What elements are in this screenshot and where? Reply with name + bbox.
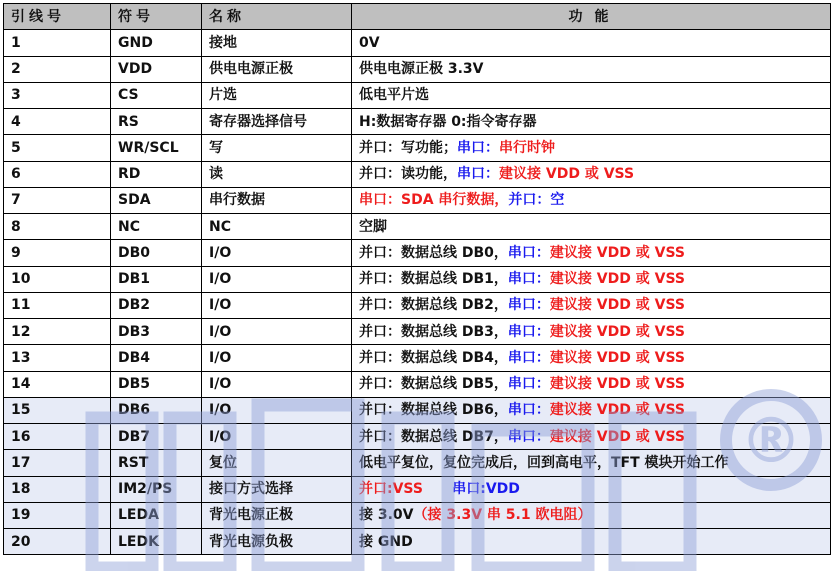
table-row — [4, 30, 831, 56]
cell-symbol: DB3 — [111, 319, 202, 345]
cell-pin: 17 — [4, 450, 111, 476]
cell-symbol: CS — [111, 82, 202, 108]
header-row — [4, 4, 831, 30]
header-name: 名称 — [202, 4, 352, 30]
cell-symbol: DB7 — [111, 424, 202, 450]
cell-symbol: LEDK — [111, 529, 202, 555]
function-text-segment: 并口：数据总线 DB5， — [359, 376, 508, 393]
cell-pin: 11 — [4, 292, 111, 318]
table-row — [4, 476, 831, 502]
cell-function — [352, 345, 831, 371]
cell-symbol: RST — [111, 450, 202, 476]
cell-name: I/O — [202, 371, 352, 397]
table-row — [4, 424, 831, 450]
cell-pin: 13 — [4, 345, 111, 371]
function-text-segment: 建议接 VDD 或 VSS — [549, 323, 685, 340]
function-text-segment: 串口： — [507, 244, 550, 261]
function-text-segment: 并口：数据总线 DB0， — [359, 244, 508, 261]
cell-symbol: DB6 — [111, 397, 202, 423]
table-row — [4, 109, 831, 135]
table-row — [4, 345, 831, 371]
cell-name: 写 — [202, 135, 352, 161]
cell-function — [352, 319, 831, 345]
table-row — [4, 529, 831, 555]
cell-pin: 5 — [4, 135, 111, 161]
table-row — [4, 371, 831, 397]
function-text-segment: （接 3.3V 串 5.1 欧电阻） — [413, 507, 592, 524]
function-text-segment: 并口：数据总线 DB2， — [359, 297, 508, 314]
table-row — [4, 161, 831, 187]
cell-name: I/O — [202, 424, 352, 450]
cell-function — [352, 529, 831, 555]
table-row — [4, 82, 831, 108]
cell-symbol: DB5 — [111, 371, 202, 397]
cell-pin: 16 — [4, 424, 111, 450]
cell-symbol: GND — [111, 30, 202, 56]
cell-function — [352, 30, 831, 56]
function-text-segment: 串口： — [457, 139, 499, 156]
table-row — [4, 240, 831, 266]
cell-function — [352, 371, 831, 397]
cell-pin: 18 — [4, 476, 111, 502]
cell-symbol: DB4 — [111, 345, 202, 371]
function-text-segment: 建议接 VDD 或 VSS — [549, 402, 685, 419]
cell-name: 背光电源正极 — [202, 502, 352, 528]
cell-pin: 10 — [4, 266, 111, 292]
function-text-segment: 供电电源正极 3.3V — [359, 61, 484, 78]
function-text-segment: 并口：数据总线 DB6， — [359, 402, 508, 419]
cell-pin: 14 — [4, 371, 111, 397]
cell-function — [352, 266, 831, 292]
cell-function — [352, 187, 831, 213]
function-text-segment: 并口：数据总线 DB7， — [359, 428, 508, 445]
cell-symbol: DB0 — [111, 240, 202, 266]
cell-name: 寄存器选择信号 — [202, 109, 352, 135]
pin-definition-table — [3, 3, 831, 555]
cell-name: 供电电源正极 — [202, 56, 352, 82]
cell-name: NC — [202, 214, 352, 240]
table-row — [4, 319, 831, 345]
cell-pin: 7 — [4, 187, 111, 213]
function-text-segment: 串口： — [507, 428, 550, 445]
function-text-segment: 建议接 VDD 或 VSS — [549, 428, 685, 445]
function-text-segment: 0V — [359, 34, 380, 51]
cell-name: 片选 — [202, 82, 352, 108]
cell-pin: 1 — [4, 30, 111, 56]
table-row — [4, 187, 831, 213]
cell-pin: 20 — [4, 529, 111, 555]
function-text-segment: 并口：写功能； — [359, 139, 457, 156]
table-row — [4, 135, 831, 161]
function-text-segment: 接 GND — [359, 533, 413, 550]
function-text-segment: 建议接 VDD 或 VSS — [549, 297, 685, 314]
function-text-segment: 建议接 VDD 或 VSS — [549, 376, 685, 393]
cell-function — [352, 109, 831, 135]
cell-function — [352, 161, 831, 187]
table-row — [4, 266, 831, 292]
header-function: 功能 — [352, 4, 831, 30]
cell-pin: 2 — [4, 56, 111, 82]
cell-function — [352, 240, 831, 266]
function-text-segment: 串口： — [507, 376, 550, 393]
function-text-segment: 并口:VSS — [359, 481, 423, 498]
cell-function — [352, 502, 831, 528]
function-text-segment: 低电平复位，复位完成后，回到高电平，TFT 模块开始工作 — [359, 454, 729, 471]
pin-rows — [4, 30, 831, 555]
cell-name: 读 — [202, 161, 352, 187]
cell-pin: 15 — [4, 397, 111, 423]
function-text-segment: 串行时钟 — [499, 139, 555, 156]
cell-function — [352, 82, 831, 108]
function-text-segment: 串口： — [507, 297, 550, 314]
cell-name: I/O — [202, 319, 352, 345]
function-text-segment: 并口：数据总线 DB4， — [359, 349, 508, 366]
cell-function — [352, 135, 831, 161]
table-row — [4, 502, 831, 528]
header-pin: 引线号 — [4, 4, 111, 30]
cell-name: I/O — [202, 345, 352, 371]
cell-symbol: DB1 — [111, 266, 202, 292]
cell-name: 接口方式选择 — [202, 476, 352, 502]
function-text-segment: 并口：空 — [508, 192, 565, 209]
function-text-segment: 串口： — [507, 402, 550, 419]
cell-pin: 3 — [4, 82, 111, 108]
function-text-segment: 串口： — [507, 271, 550, 288]
cell-name: I/O — [202, 397, 352, 423]
function-text-segment: H:数据寄存器 0:指令寄存器 — [359, 113, 537, 130]
cell-pin: 19 — [4, 502, 111, 528]
watermark-mark: ® — [740, 404, 802, 477]
function-text-segment: 低电平片选 — [359, 87, 429, 104]
cell-function — [352, 292, 831, 318]
function-text-segment: 空脚 — [359, 218, 387, 235]
function-text-segment: 并口：读功能， — [359, 166, 457, 183]
function-text-segment: 串口： — [507, 323, 550, 340]
table-row — [4, 56, 831, 82]
cell-symbol: DB2 — [111, 292, 202, 318]
function-text-segment: 接 3.0V — [359, 507, 414, 524]
cell-name: I/O — [202, 266, 352, 292]
cell-name: 背光电源负极 — [202, 529, 352, 555]
cell-symbol: NC — [111, 214, 202, 240]
table-row — [4, 214, 831, 240]
header-symbol: 符号 — [111, 4, 202, 30]
cell-symbol: RD — [111, 161, 202, 187]
table-row — [4, 292, 831, 318]
function-text-segment: 建议接 VDD 或 VSS — [549, 244, 685, 261]
function-text-segment: 串口： — [507, 349, 550, 366]
cell-pin: 8 — [4, 214, 111, 240]
cell-name: 接地 — [202, 30, 352, 56]
function-text-segment: 串口： — [457, 166, 499, 183]
cell-function — [352, 476, 831, 502]
cell-pin: 9 — [4, 240, 111, 266]
function-text-segment: 建议接 VDD 或 VSS — [549, 349, 685, 366]
cell-name: I/O — [202, 240, 352, 266]
cell-name: I/O — [202, 292, 352, 318]
cell-symbol: IM2/PS — [111, 476, 202, 502]
cell-function — [352, 397, 831, 423]
cell-function — [352, 56, 831, 82]
cell-function — [352, 214, 831, 240]
cell-symbol: RS — [111, 109, 202, 135]
cell-symbol: WR/SCL — [111, 135, 202, 161]
function-text-segment: 建议接 VDD 或 VSS — [499, 166, 635, 183]
function-text-segment: 串口：SDA 串行数据， — [359, 192, 509, 209]
cell-symbol: SDA — [111, 187, 202, 213]
table-row — [4, 397, 831, 423]
cell-pin: 6 — [4, 161, 111, 187]
function-text-segment: 串口:VDD — [422, 481, 520, 498]
cell-pin: 4 — [4, 109, 111, 135]
cell-symbol: VDD — [111, 56, 202, 82]
cell-symbol: LEDA — [111, 502, 202, 528]
cell-function — [352, 424, 831, 450]
function-text-segment: 建议接 VDD 或 VSS — [549, 271, 685, 288]
cell-pin: 12 — [4, 319, 111, 345]
cell-name: 复位 — [202, 450, 352, 476]
function-text-segment: 并口：数据总线 DB3， — [359, 323, 508, 340]
table-row — [4, 450, 831, 476]
function-text-segment: 并口：数据总线 DB1， — [359, 271, 508, 288]
cell-function — [352, 450, 831, 476]
cell-name: 串行数据 — [202, 187, 352, 213]
